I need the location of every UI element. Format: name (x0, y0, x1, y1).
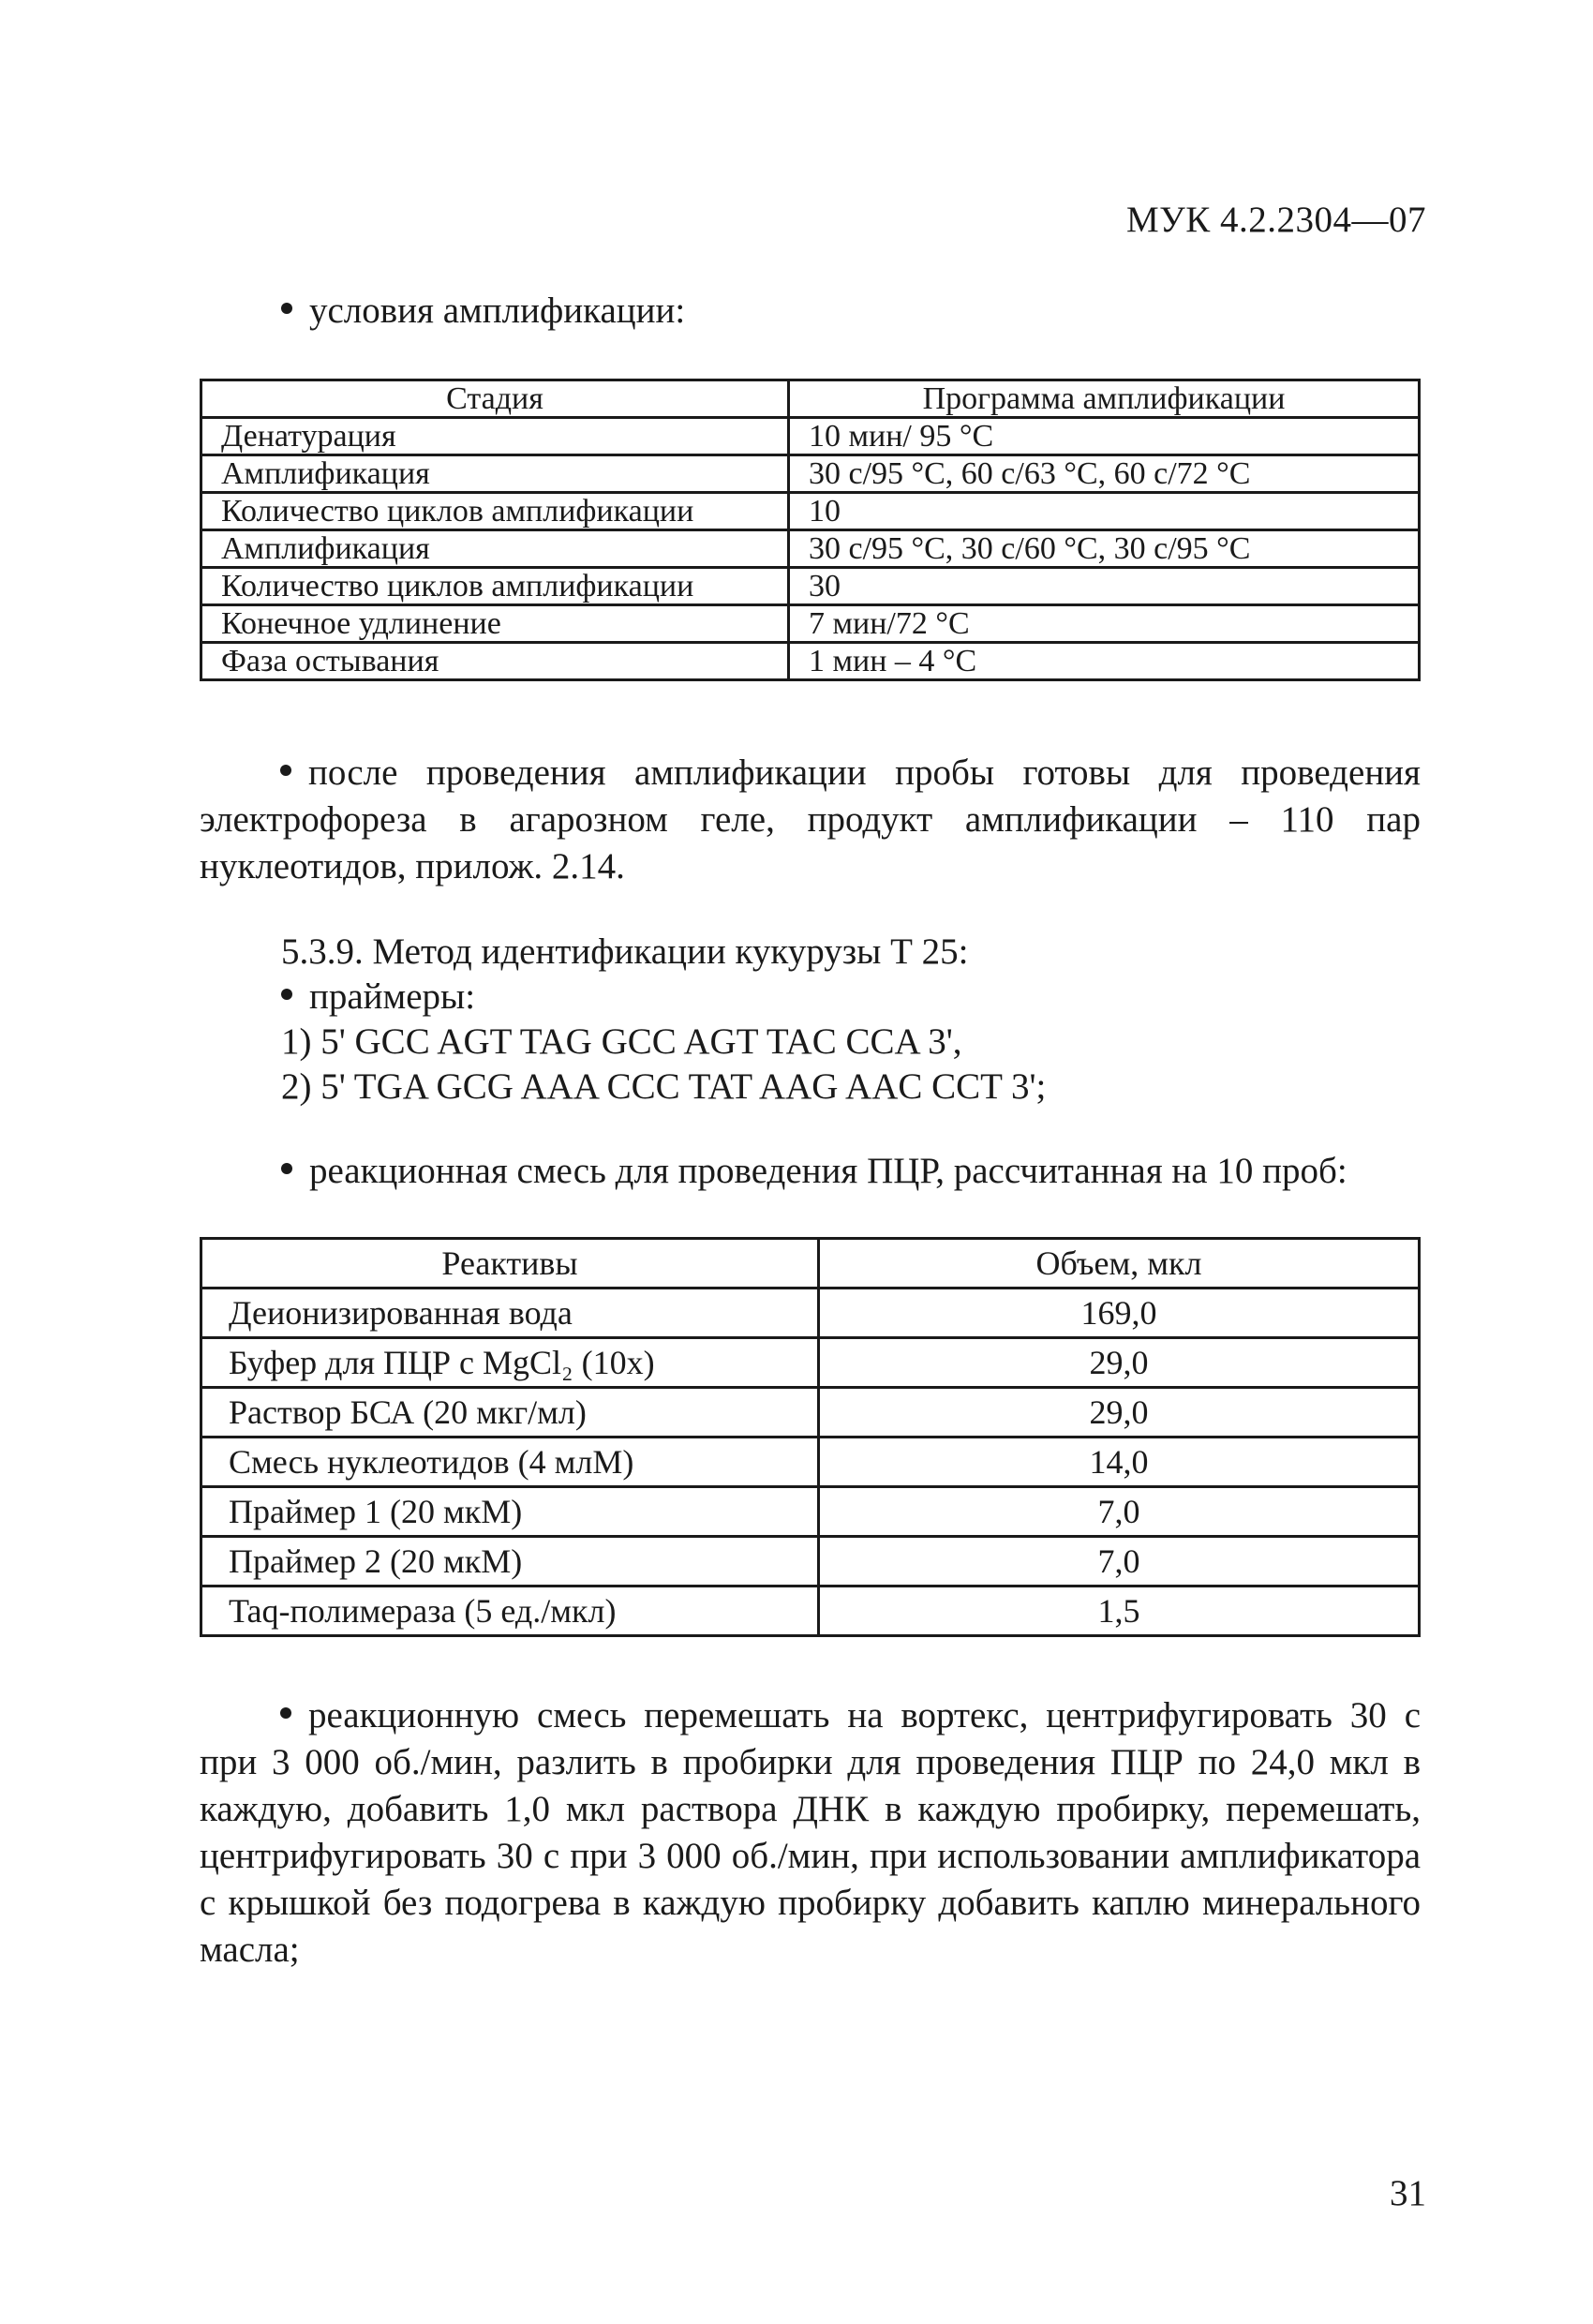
table-row (201, 418, 1420, 455)
program-cell: 7 мин/72 °С (789, 605, 1420, 643)
volume-cell: 29,0 (819, 1338, 1420, 1388)
table-header-cell: Стадия (201, 380, 789, 418)
table-row (201, 1289, 1420, 1338)
bullet-icon (281, 303, 292, 314)
program-cell: 10 (789, 493, 1420, 530)
reaction-mix-label: реакционная смесь для проведения ПЦР, рассчитанная на 10 проб: (309, 1151, 1347, 1191)
table-header-cell: Реактивы (201, 1239, 819, 1289)
post-amplification-text: после проведения амплификации пробы готовы для проведения электрофореза в агарозном геле, продукт амплификации – 110 пар нуклеотидов, прилож. 2.14. (200, 752, 1421, 886)
table-row (201, 568, 1420, 605)
reagents-table (200, 1237, 1421, 1637)
reagent-cell: Буфер для ПЦР с MgCl₂ (10х) (201, 1338, 819, 1388)
volume-cell: 14,0 (819, 1438, 1420, 1487)
volume-cell: 29,0 (819, 1388, 1420, 1438)
stage-cell: Количество циклов амплификации (201, 493, 789, 530)
amplification-conditions-label: условия амплификации: (309, 290, 686, 331)
table-header-row (201, 380, 1420, 418)
bullet-icon (280, 1707, 291, 1719)
program-cell: 30 (789, 568, 1420, 605)
method-title: 5.3.9. Метод идентификации кукурузы Т 25: (281, 931, 969, 972)
table-row (201, 1537, 1420, 1587)
table-header-cell: Программа амплификации (789, 380, 1420, 418)
primers-bullet (281, 975, 475, 1020)
primer-2-sequence: 2) 5' TGA GCG AAA CCC TAT AAG AAC CCT 3'; (281, 1066, 1047, 1107)
page-number: 31 (1390, 2173, 1426, 2213)
bullet-icon (281, 1163, 292, 1174)
document-code-header: МУК 4.2.2304—07 (1125, 200, 1426, 240)
table-header-cell: Объем, мкл (819, 1239, 1420, 1289)
stage-cell: Денатурация (201, 418, 789, 455)
table-row (201, 455, 1420, 493)
volume-cell: 7,0 (819, 1487, 1420, 1537)
reaction-mix-bullet (281, 1149, 1347, 1194)
volume-cell: 169,0 (819, 1289, 1420, 1338)
bullet-icon (280, 765, 291, 776)
primer-1-sequence: 1) 5' GCC AGT TAG GCC AGT TAC CCA 3', (281, 1021, 962, 1062)
table-row (201, 530, 1420, 568)
table-row (201, 643, 1420, 680)
reagent-cell: Деионизированная вода (201, 1289, 819, 1338)
table-row (201, 493, 1420, 530)
reagent-cell: Taq-полимераза (5 ед./мкл) (201, 1587, 819, 1636)
volume-cell: 7,0 (819, 1537, 1420, 1587)
primers-label: праймеры: (309, 976, 476, 1017)
stage-cell: Количество циклов амплификации (201, 568, 789, 605)
table-row (201, 1388, 1420, 1438)
table-header-row (201, 1239, 1420, 1289)
table-row (201, 1438, 1420, 1487)
post-amplification-paragraph (200, 750, 1421, 890)
reagent-cell: Праймер 2 (20 мкМ) (201, 1537, 819, 1587)
stage-cell: Амплификация (201, 455, 789, 493)
stage-cell: Фаза остывания (201, 643, 789, 680)
table-row (201, 605, 1420, 643)
program-cell: 30 с/95 °С, 60 с/63 °С, 60 с/72 °С (789, 455, 1420, 493)
table-row (201, 1587, 1420, 1636)
bullet-icon (281, 989, 292, 1000)
volume-cell: 1,5 (819, 1587, 1420, 1636)
reagent-cell: Смесь нуклеотидов (4 млМ) (201, 1438, 819, 1487)
program-cell: 10 мин/ 95 °С (789, 418, 1420, 455)
reagent-cell: Раствор БСА (20 мкг/мл) (201, 1388, 819, 1438)
amplification-table (200, 379, 1421, 681)
program-cell: 1 мин – 4 °С (789, 643, 1420, 680)
table-row (201, 1338, 1420, 1388)
program-cell: 30 с/95 °С, 30 с/60 °С, 30 с/95 °С (789, 530, 1420, 568)
reagent-cell: Праймер 1 (20 мкМ) (201, 1487, 819, 1537)
amplification-conditions-bullet (281, 289, 685, 334)
stage-cell: Конечное удлинение (201, 605, 789, 643)
final-instructions-paragraph (200, 1692, 1421, 1974)
final-instructions-text: реакционную смесь перемешать на вортекс, центрифугировать 30 с при 3 000 об./мин, разлить в пробирки для проведения ПЦР по 24,0 мкл в каждую, добавить 1,0 мкл раствора ДНК в каждую пробирку, перемешать, центрифугировать 30 с при 3 000 об./мин, при использовании амплификатора с крышкой без подогрева в каждую пробирку добавить каплю минерального масла; (200, 1695, 1421, 1970)
table-row (201, 1487, 1420, 1537)
stage-cell: Амплификация (201, 530, 789, 568)
